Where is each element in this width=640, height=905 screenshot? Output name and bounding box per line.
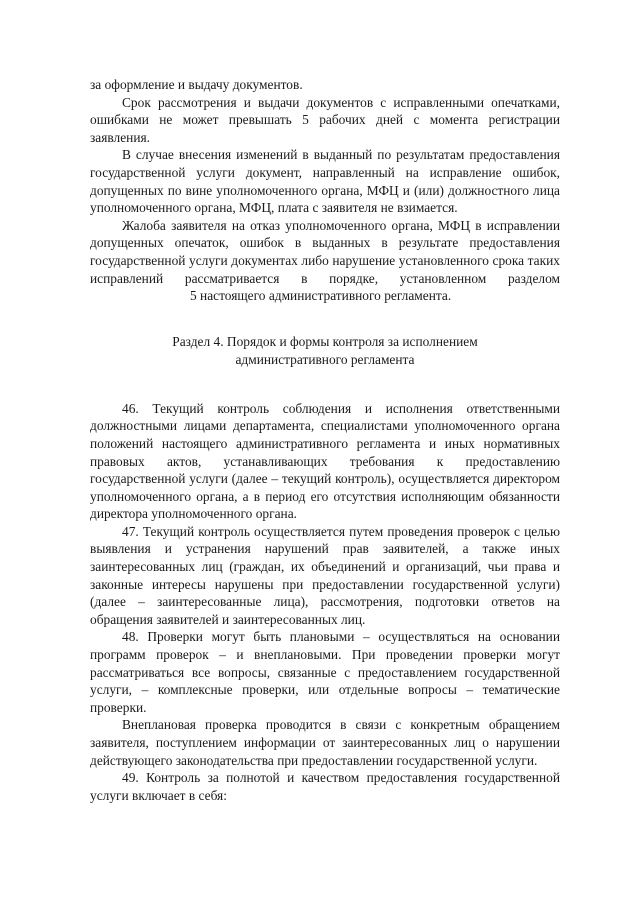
- paragraph-46: 46. Текущий контроль соблюдения и исполнения ответственными должностными лицами департамента, специалистами уполномоченного органа положений настоящего административного регламента и иных нормативных правовых актов, устанавливающих требования к предоставлению государственной услуги (далее – текущий контроль), осуществляется директором уполномоченного органа, а в период его отсутствия исполняющим обязанности директора уполномоченного органа.: [90, 400, 560, 522]
- paragraph-no-fee: В случае внесения изменений в выданный по результатам предоставления государственной услуги документ, направленный на исправление ошибок, допущенных по вине уполномоченного органа, МФЦ и (или) должностного лица уполномоченного органа, МФЦ, плата с заявителя не взимается.: [90, 147, 560, 216]
- paragraph-48: 48. Проверки могут быть плановыми – осуществляться на основании программ проверок – и внеплановыми. При проведении проверки могут рассматриваться все вопросы, связанные с предоставлением государственной услуги, – комплексные проверки, или отдельные вопросы – тематические проверки.: [90, 629, 560, 715]
- paragraph-continuation: за оформление и выдачу документов.: [90, 77, 303, 92]
- section-heading-line1: Раздел 4. Порядок и формы контроля за исполнением: [172, 333, 478, 349]
- paragraph-unscheduled-check: Внеплановая проверка проводится в связи с конкретным обращением заявителя, поступлением информации от заинтересованных лиц о нарушении действующего законодательства при предоставлении государственной услуги.: [90, 717, 560, 768]
- section-heading-line2: административного регламента: [235, 351, 415, 367]
- paragraph-49: 49. Контроль за полнотой и качеством предоставления государственной услуги включает в себя:: [90, 770, 560, 803]
- paragraph-complaint: [90, 217, 560, 305]
- complaint-text-after: 5 настоящего административного регламента.: [190, 288, 452, 304]
- paragraph-47: 47. Текущий контроль осуществляется путем проведения проверок с целью выявления и устранения нарушений прав заявителей, а также иных заинтересованных лиц (граждан, их объединений и организаций, чьи права и законные интересы нарушены при предоставлении государственной услуги) (далее – заинтересованные лица), рассмотрения, подготовки ответов на обращения заявителей и заинтересованных лиц.: [90, 523, 560, 627]
- document-page: [90, 76, 560, 804]
- paragraph-correction-term: Срок рассмотрения и выдачи документов с исправленными опечатками, ошибками не может превышать 5 рабочих дней с момента регистрации заявления.: [90, 94, 560, 145]
- section-heading: [90, 333, 560, 369]
- complaint-text-before: Жалоба заявителя на отказ уполномоченного органа, МФЦ в исправлении допущенных опечаток, ошибок в выданных в результате предоставления государственной услуги документах либо нарушение установленного срока таких исправлений рассматривается в порядке, установленном разделом: [90, 217, 560, 286]
